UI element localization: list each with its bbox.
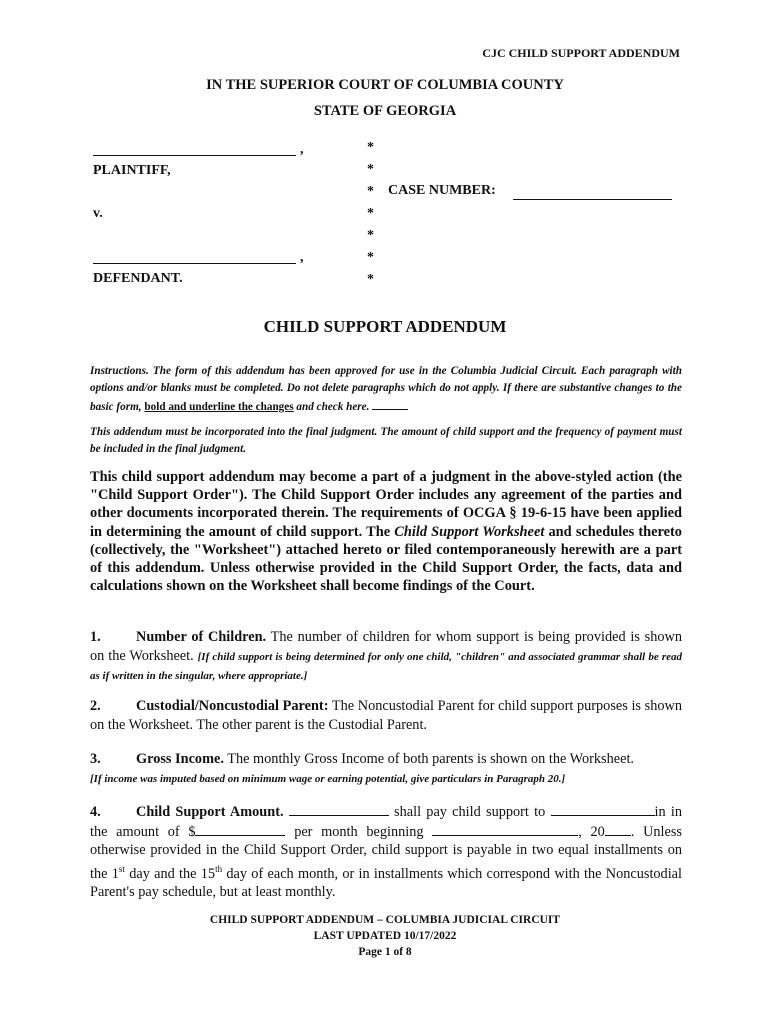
paragraph-text: The number of children for whom support is being provided is shown on the Worksheet. bbox=[90, 629, 682, 664]
paragraph-heading: Custodial/Noncustodial Parent: bbox=[136, 698, 329, 714]
versus-label: v. bbox=[93, 206, 103, 221]
intro-text-cont: and schedules thereto (collectively, the "Worksheet") attached hereto or filed contemporaneously herewith are a part of this addendum. Unless otherwise provided in the Child Support Order, the facts, data and calculations shown on the Worksheet shall become findings of the Court. bbox=[90, 523, 683, 595]
paragraph-text: per month beginning bbox=[294, 823, 424, 840]
paragraph-number: 1. bbox=[90, 629, 101, 645]
paragraph-text: shall pay child support to bbox=[394, 804, 546, 820]
superscript: st bbox=[118, 863, 125, 874]
paragraph-heading: Gross Income. bbox=[136, 751, 224, 767]
paragraph-text: day of each month, or in installments which correspond with the Noncustodial Parent's pay schedule, but at least monthly. bbox=[90, 865, 682, 900]
case-number-label: CASE NUMBER: bbox=[388, 183, 496, 198]
caption-star: * bbox=[367, 228, 374, 243]
payee-blank[interactable] bbox=[551, 802, 655, 816]
worksheet-term: Child Support Worksheet bbox=[394, 523, 545, 540]
caption-star: * bbox=[367, 162, 374, 177]
caption-star: * bbox=[367, 206, 374, 221]
paragraph-text: The monthly Gross Income of both parents is shown on the Worksheet. bbox=[227, 751, 635, 767]
intro-paragraph bbox=[90, 468, 682, 595]
defendant-label: DEFENDANT. bbox=[93, 271, 183, 286]
incorporation-note: This addendum must be incorporated into the final judgment. The amount of child support and the frequency of payment must be included in the final judgment. bbox=[90, 426, 682, 455]
case-number-field[interactable] bbox=[513, 199, 672, 200]
header-tag: CJC CHILD SUPPORT ADDENDUM bbox=[482, 46, 680, 60]
paragraph-1 bbox=[90, 628, 682, 686]
paragraph-note: [If income was imputed based on minimum wage or earning potential, give particulars in Paragraph 20.] bbox=[90, 772, 566, 785]
footer-title: CHILD SUPPORT ADDENDUM – COLUMBIA JUDICIAL CIRCUIT bbox=[209, 914, 561, 926]
paragraph-number: 4. bbox=[90, 804, 101, 820]
paragraph-number: 3. bbox=[90, 751, 101, 767]
page-number: Page 1 of 8 bbox=[358, 946, 412, 958]
instructions-block bbox=[90, 363, 682, 416]
paragraph-text: The Noncustodial Parent for child support purposes is shown on the Worksheet. The other parent is the Custodial Parent. bbox=[90, 698, 682, 733]
document-title: CHILD SUPPORT ADDENDUM bbox=[263, 317, 507, 336]
caption-star: * bbox=[367, 272, 374, 287]
paragraph-text: . Unless otherwise provided in the Child Support Order, child support is payable in two equal installments on the 1 bbox=[90, 823, 682, 882]
defendant-name-line[interactable] bbox=[93, 263, 296, 264]
court-name: IN THE SUPERIOR COURT OF COLUMBIA COUNTY bbox=[206, 77, 564, 93]
changes-check-blank[interactable] bbox=[372, 397, 408, 410]
caption-star: * bbox=[367, 184, 374, 199]
instructions-underlined: bold and underline the changes bbox=[144, 401, 294, 413]
paragraph-text: day and the 15 bbox=[129, 865, 216, 882]
paragraph-text: , 20 bbox=[578, 823, 605, 840]
paragraph-2 bbox=[90, 697, 682, 734]
paragraph-3 bbox=[90, 750, 682, 788]
amount-blank[interactable] bbox=[195, 822, 285, 836]
start-date-blank[interactable] bbox=[432, 822, 578, 836]
paragraph-note: [If child support is being determined for only one child, "children" and associated grammar shall be read as if written in the singular, where appropriate.] bbox=[90, 650, 682, 682]
plaintiff-name-line[interactable] bbox=[93, 155, 296, 156]
intro-text: This child support addendum may become a part of a judgment in the above-styled action (the "Child Support Order"). The Child Support Order includes any agreement of the parties and other documents incorporated therein. The requirements of OCGA § 19-6-15 have been applied in determining the amount of child support. The bbox=[90, 469, 682, 540]
plaintiff-label: PLAINTIFF, bbox=[93, 163, 171, 178]
paragraph-number: 2. bbox=[90, 698, 101, 714]
payer-blank[interactable] bbox=[289, 802, 389, 816]
instructions-text: Instructions. The form of this addendum has been approved for use in the Columbia Judicial Circuit. Each paragraph with options and/or blanks must be completed. Do not delete paragraphs which do not apply. If there are substantive changes to the basic form, bbox=[90, 365, 682, 413]
year-blank[interactable] bbox=[605, 822, 631, 836]
paragraph-text: in the amount of $ bbox=[90, 804, 683, 840]
caption-star: * bbox=[367, 250, 374, 265]
plaintiff-comma: , bbox=[300, 142, 304, 157]
caption-star: * bbox=[367, 140, 374, 155]
defendant-comma: , bbox=[300, 250, 304, 265]
state-name: STATE OF GEORGIA bbox=[313, 103, 457, 119]
paragraph-4: 4. Child Support Amount. shall pay child support to in in the amount of $ per month beginning , 20 . Unless otherwise provided in the Child Support Order, child support is payable in two equal installments on the 1st day and the 15th day of each month, or in installments which correspond with the Noncustodial Parent's pay schedule, but at least monthly. bbox=[90, 804, 683, 900]
paragraph-heading: Number of Children. bbox=[136, 629, 267, 645]
superscript: th bbox=[215, 863, 223, 874]
instructions-check-text: and check here. bbox=[296, 401, 370, 413]
paragraph-heading: Child Support Amount. bbox=[136, 804, 284, 820]
footer-updated: LAST UPDATED 10/17/2022 bbox=[313, 930, 457, 942]
